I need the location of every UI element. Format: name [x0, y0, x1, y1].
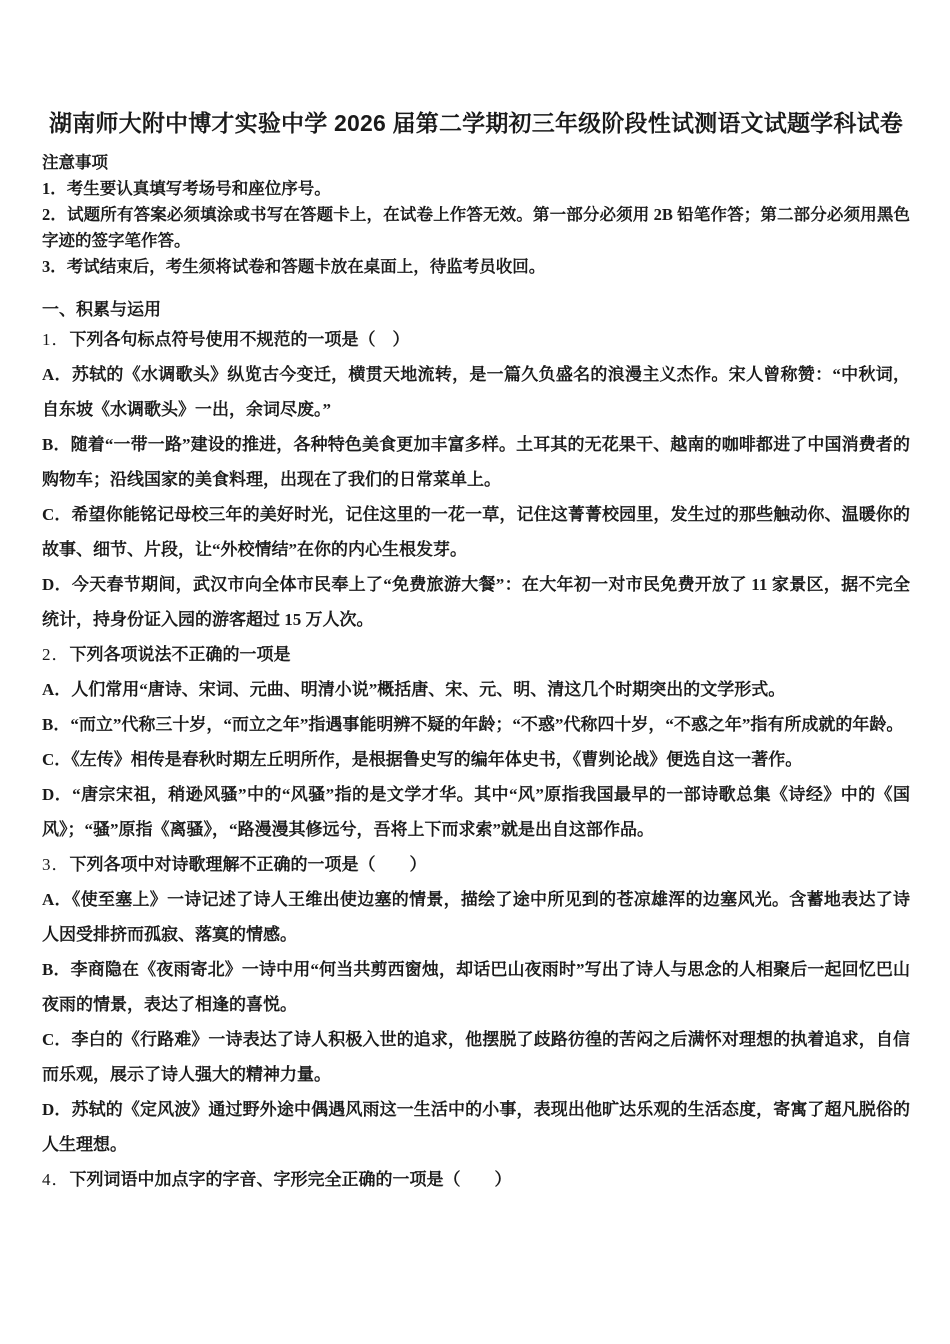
notice-item: 3．考试结束后，考生须将试卷和答题卡放在桌面上，待监考员收回。 — [42, 257, 546, 276]
option-label: A． — [42, 365, 72, 384]
question-3-option-D — [42, 1092, 910, 1162]
option-text: 苏轼的《水调歌头》纵览古今变迁，横贯天地流转，是一篇久负盛名的浪漫主义杰作。宋人曾称赞：“中秋词，自东坡《水调歌头》一出，余词尽废。” — [42, 365, 911, 419]
question-stem — [42, 1162, 910, 1197]
option-label: B． — [42, 960, 71, 979]
question-text: 下列各项说法不正确的一项是 — [69, 645, 291, 664]
option-text: 苏轼的《定风波》通过野外途中偶遇风雨这一生活中的小事，表现出他旷达乐观的生活态度，寄寓了超凡脱俗的人生理想。 — [42, 1100, 911, 1154]
option-text: 《左传》相传是春秋时期左丘明所作，是根据鲁史写的编年体史书，《曹刿论战》便选自这一著作。 — [71, 750, 803, 769]
option-label: C． — [42, 750, 72, 769]
option-label: D． — [42, 575, 72, 594]
question-stem — [42, 637, 910, 672]
option-text: 希望你能铭记母校三年的美好时光，记住这里的一花一草，记住这菁菁校园里，发生过的那些触动你、温暖你的故事、细节、片段，让“外校情结”在你的内心生根发芽。 — [42, 505, 911, 559]
section-heading: 一、积累与运用 — [42, 300, 161, 319]
question-2-option-C — [42, 742, 910, 777]
question-stem — [42, 322, 910, 357]
option-text: 李商隐在《夜雨寄北》一诗中用“何当共剪西窗烛，却话巴山夜雨时”写出了诗人与思念的人相聚后一起回忆巴山夜雨的情景，表达了相逢的喜悦。 — [42, 960, 911, 1014]
question-stem — [42, 847, 910, 882]
option-label: B． — [42, 435, 71, 454]
question-text: 下列各项中对诗歌理解不正确的一项是（ ） — [69, 855, 427, 874]
question-1-option-B — [42, 427, 910, 497]
question-1-option-D — [42, 567, 910, 637]
option-text: 《使至塞上》一诗记述了诗人王维出使边塞的情景，描绘了途中所见到的苍凉雄浑的边塞风光。含蓄地表达了诗人因受排挤而孤寂、落寞的情感。 — [42, 890, 911, 944]
question-number: 2． — [42, 645, 70, 664]
question-1-option-C — [42, 497, 910, 567]
option-label: C． — [42, 1030, 72, 1049]
question-number: 4． — [42, 1170, 70, 1189]
question-2-option-B — [42, 707, 910, 742]
question-2-option-A — [42, 672, 910, 707]
option-label: D． — [42, 1100, 72, 1119]
notice-section — [42, 150, 910, 280]
notice-heading: 注意事项 — [42, 153, 108, 172]
question-number: 3． — [42, 855, 70, 874]
questions-container — [42, 322, 910, 1197]
option-label: B． — [42, 715, 71, 734]
question-text: 下列词语中加点字的字音、字形完全正确的一项是（ ） — [69, 1170, 512, 1189]
question-3-option-C — [42, 1022, 910, 1092]
question-text: 下列各句标点符号使用不规范的一项是（ ） — [69, 330, 410, 349]
question-3-option-A — [42, 882, 910, 952]
exam-content — [42, 297, 910, 1197]
option-label: A． — [42, 680, 72, 699]
option-text: “而立”代称三十岁，“而立之年”指遇事能明辨不疑的年龄；“不惑”代称四十岁，“不惑之年”指有所成就的年龄。 — [70, 715, 904, 734]
option-text: 李白的《行路难》一诗表达了诗人积极入世的追求，他摆脱了歧路彷徨的苦闷之后满怀对理想的执着追求，自信而乐观，展示了诗人强大的精神力量。 — [42, 1030, 911, 1084]
notice-item: 2．试题所有答案必须填涂或书写在答题卡上，在试卷上作答无效。第一部分必须用 2B 铅笔作答；第二部分必须用黑色字迹的签字笔作答。 — [42, 205, 910, 250]
question-number: 1． — [42, 330, 70, 349]
option-label: A． — [42, 890, 72, 909]
notice-items — [42, 176, 910, 280]
page-title: 湖南师大附中博才实验中学 2026 届第二学期初三年级阶段性试测语文试题学科试卷 — [49, 110, 903, 136]
question-3-option-B — [42, 952, 910, 1022]
option-text: “唐宗宋祖，稍逊风骚”中的“风骚”指的是文学才华。其中“风”原指我国最早的一部诗歌总集《诗经》中的《国风》；“骚”原指《离骚》，“路漫漫其修远兮，吾将上下而求索”就是出自这部作品。 — [42, 785, 910, 839]
option-label: C． — [42, 505, 72, 524]
option-text: 今天春节期间，武汉市向全体市民奉上了“免费旅游大餐”：在大年初一对市民免费开放了 11 家景区，据不完全统计，持身份证入园的游客超过 15 万人次。 — [42, 575, 910, 629]
question-1-option-A — [42, 357, 910, 427]
option-text: 随着“一带一路”建设的推进，各种特色美食更加丰富多样。土耳其的无花果干、越南的咖啡都进了中国消费者的购物车；沿线国家的美食料理，出现在了我们的日常菜单上。 — [42, 435, 911, 489]
option-text: 人们常用“唐诗、宋词、元曲、明清小说”概括唐、宋、元、明、清这几个时期突出的文学形式。 — [71, 680, 786, 699]
option-label: D． — [42, 785, 73, 804]
notice-item: 1．考生要认真填写考场号和座位序号。 — [42, 179, 331, 198]
question-2-option-D — [42, 777, 910, 847]
